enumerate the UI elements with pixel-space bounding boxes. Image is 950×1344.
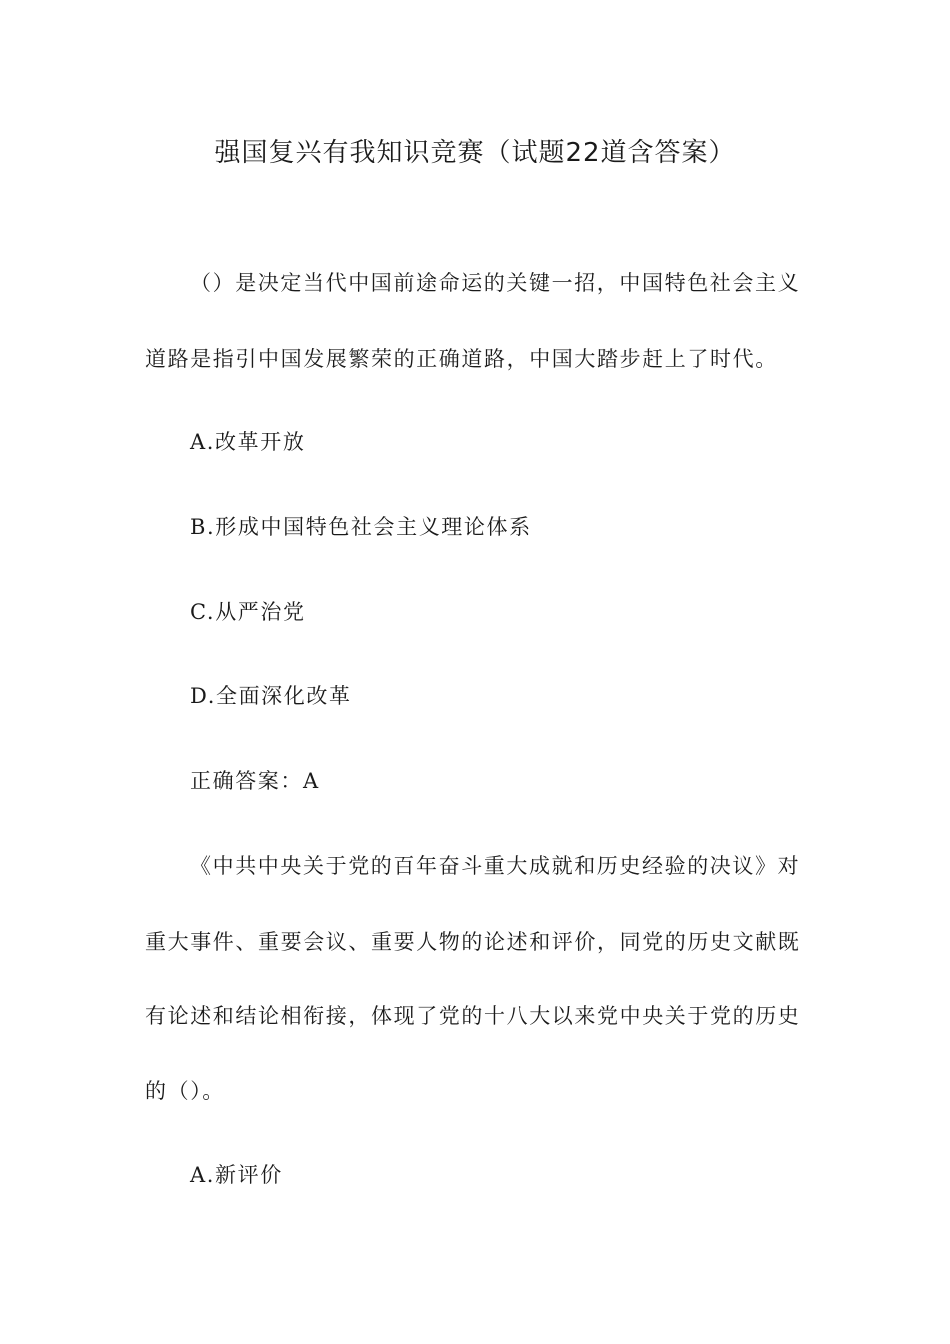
- question-1-option-d: D.全面深化改革: [190, 684, 352, 708]
- question-1-answer: 正确答案：A: [190, 769, 320, 793]
- question-2-stem-line-2: 重大事件、重要会议、重要人物的论述和评价，同党的历史文献既: [145, 930, 801, 954]
- question-1-stem-line-2: 道路是指引中国发展繁荣的正确道路，中国大踏步赶上了时代。: [145, 347, 778, 371]
- question-2-stem-line-3: 有论述和结论相衔接，体现了党的十八大以来党中央关于党的历史: [145, 1004, 801, 1028]
- question-2-stem-line-1: 《中共中央关于党的百年奋斗重大成就和历史经验的决议》对: [190, 854, 801, 878]
- question-1-option-c: C.从严治党: [190, 600, 306, 624]
- document-title: 强国复兴有我知识竞赛（试题22道含答案）: [214, 138, 736, 168]
- question-2-option-a: A.新评价: [190, 1163, 283, 1187]
- question-1-option-a: A.改革开放: [190, 430, 306, 454]
- question-1-stem-line-1: （）是决定当代中国前途命运的关键一招，中国特色社会主义: [190, 271, 801, 295]
- question-2-stem-line-4: 的（）。: [145, 1079, 225, 1103]
- question-1-option-b: B.形成中国特色社会主义理论体系: [190, 515, 532, 539]
